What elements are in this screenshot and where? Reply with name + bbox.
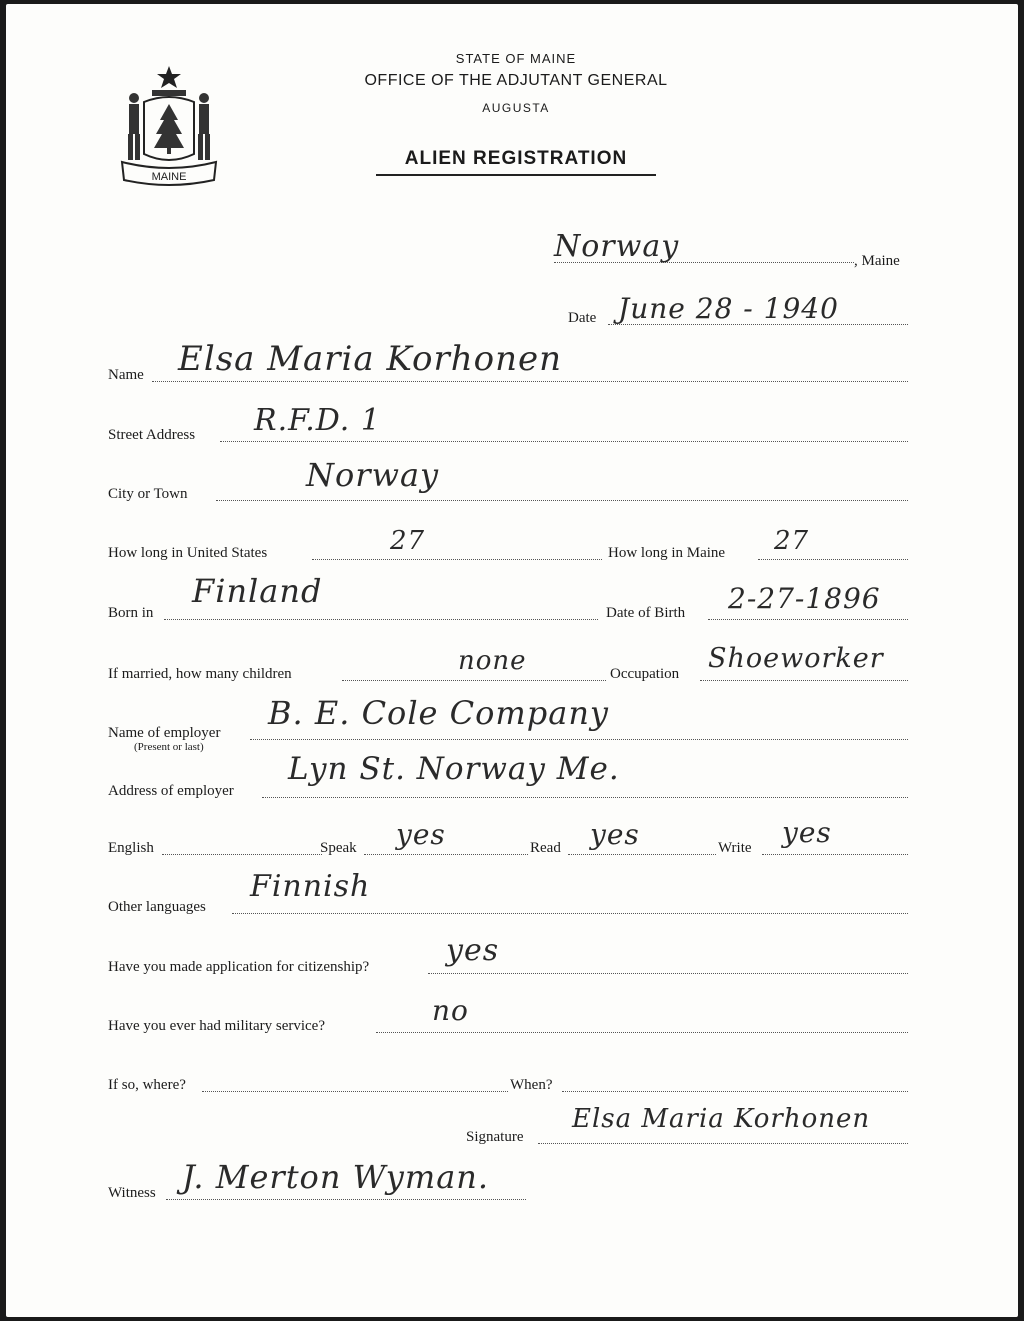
military-line <box>376 1032 908 1033</box>
us-duration-field[interactable]: 27 <box>390 526 426 556</box>
citizenship-line <box>428 973 908 974</box>
children-label: If married, how many children <box>108 666 292 682</box>
maine-suffix: , Maine <box>854 253 900 269</box>
other-languages-field[interactable]: Finnish <box>250 869 371 904</box>
signature-label: Signature <box>466 1129 524 1145</box>
maine-duration-line <box>758 559 908 560</box>
employer-address-line <box>262 797 908 798</box>
born-label: Born in <box>108 605 154 621</box>
dob-label: Date of Birth <box>606 605 686 621</box>
name-label: Name <box>108 367 144 383</box>
employer-sub-label: (Present or last) <box>134 741 204 753</box>
other-languages-line <box>232 913 908 914</box>
witness-label: Witness <box>108 1185 156 1201</box>
us-duration-label: How long in United States <box>108 545 268 561</box>
date-field[interactable]: June 28 - 1940 <box>618 292 839 325</box>
speak-field[interactable]: yes <box>396 818 446 851</box>
employer-address-label: Address of employer <box>108 783 234 799</box>
employer-address-field[interactable]: Lyn St. Norway Me. <box>288 751 620 787</box>
office-heading: OFFICE OF THE ADJUTANT GENERAL <box>364 72 668 89</box>
other-languages-label: Other languages <box>108 899 206 915</box>
city-label: City or Town <box>108 486 188 502</box>
date-label: Date <box>568 310 597 326</box>
citizenship-field[interactable]: yes <box>446 933 500 968</box>
children-line <box>342 680 606 681</box>
read-field[interactable]: yes <box>590 818 640 851</box>
employer-label: Name of employer <box>108 725 221 741</box>
read-line <box>568 854 716 855</box>
state-heading: STATE OF MAINE <box>455 51 577 66</box>
write-line <box>762 854 908 855</box>
english-line <box>162 854 322 855</box>
street-label: Street Address <box>108 427 196 443</box>
dob-line <box>708 619 908 620</box>
maine-duration-label: How long in Maine <box>608 545 726 561</box>
occupation-label: Occupation <box>610 666 680 682</box>
where-line <box>202 1091 508 1092</box>
witness-line <box>166 1199 526 1200</box>
street-line <box>220 441 908 442</box>
write-field[interactable]: yes <box>782 816 832 849</box>
town-field[interactable]: Norway <box>554 229 680 264</box>
speak-line <box>364 854 528 855</box>
registration-form-page <box>6 4 1018 1317</box>
english-label: English <box>108 840 154 856</box>
speak-label: Speak <box>320 840 357 856</box>
street-field[interactable]: R.F.D. 1 <box>254 403 381 438</box>
maine-state-seal-icon <box>114 62 224 190</box>
when-line <box>562 1091 908 1092</box>
employer-line <box>250 739 908 740</box>
city-heading: AUGUSTA <box>482 101 550 115</box>
dob-field[interactable]: 2-27-1896 <box>728 582 881 615</box>
military-field[interactable]: no <box>432 994 469 1027</box>
title-underline <box>376 174 656 176</box>
city-field[interactable]: Norway <box>306 456 440 494</box>
signature-line <box>538 1143 908 1144</box>
write-label: Write <box>718 840 752 856</box>
children-field[interactable]: none <box>458 646 527 676</box>
city-line <box>216 500 908 501</box>
military-label: Have you ever had military service? <box>108 1018 325 1034</box>
occupation-field[interactable]: Shoeworker <box>708 643 884 674</box>
us-duration-line <box>312 559 602 560</box>
maine-duration-field[interactable]: 27 <box>774 526 810 556</box>
born-line <box>164 619 598 620</box>
form-title: ALIEN REGISTRATION <box>404 148 628 169</box>
signature-field[interactable]: Elsa Maria Korhonen <box>572 1104 871 1134</box>
born-field[interactable]: Finland <box>192 572 323 610</box>
read-label: Read <box>530 840 561 856</box>
seal-text: MAINE <box>151 171 187 183</box>
employer-field[interactable]: B. E. Cole Company <box>268 694 609 732</box>
occupation-line <box>700 680 908 681</box>
citizenship-label: Have you made application for citizenship? <box>108 959 370 975</box>
when-label: When? <box>510 1077 553 1093</box>
name-line <box>152 381 908 382</box>
witness-field[interactable]: J. Merton Wyman. <box>182 1158 490 1196</box>
where-label: If so, where? <box>108 1077 186 1093</box>
name-field[interactable]: Elsa Maria Korhonen <box>178 339 563 379</box>
